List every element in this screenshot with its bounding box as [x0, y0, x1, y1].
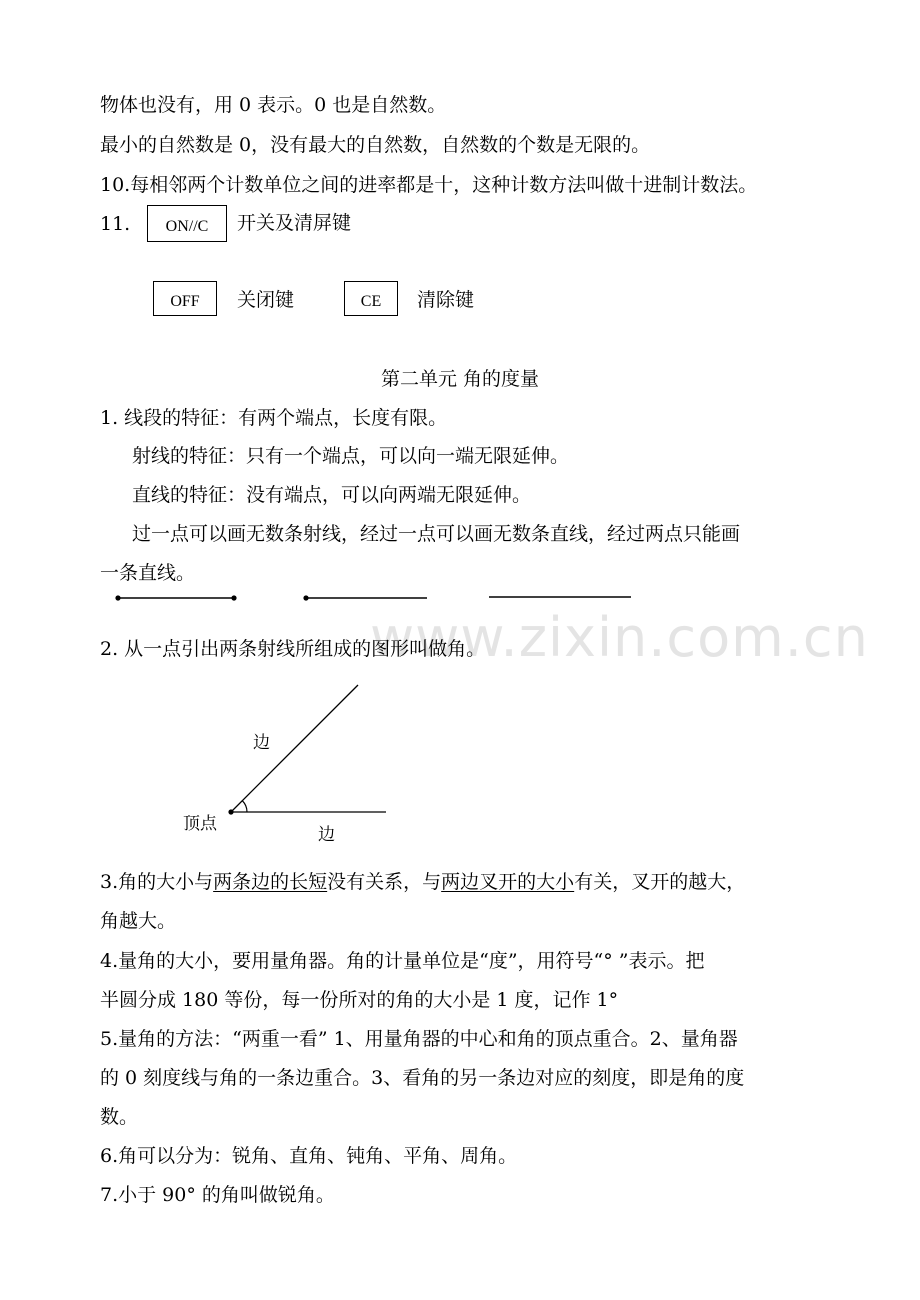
text-span: 有关，叉开的越大，	[574, 871, 746, 893]
angle-side-label-bottom: 边	[318, 825, 335, 845]
text-line: 1. 线段的特征：有两个端点，长度有限。	[100, 407, 448, 429]
off-key-label: 关闭键	[237, 289, 295, 311]
text-line: 4.量角的大小，要用量角器。角的计量单位是“度”，用符号“° ”表示。把	[100, 950, 705, 972]
text-line: 射线的特征：只有一个端点，可以向一端无限延伸。	[132, 445, 570, 467]
text-line: 一条直线。	[100, 562, 196, 584]
off-key-box: OFF	[153, 281, 217, 316]
ce-key-box: CE	[344, 281, 398, 316]
text-line: 2. 从一点引出两条射线所组成的图形叫做角。	[100, 638, 486, 660]
text-line: 数。	[100, 1106, 139, 1128]
text-line: 6.角可以分为：锐角、直角、钝角、平角、周角。	[100, 1145, 518, 1167]
text-line: 半圆分成 180 等份，每一份所对的角的大小是 1 度，记作 1°	[100, 989, 619, 1011]
text-line: 最小的自然数是 0，没有最大的自然数，自然数的个数是无限的。	[100, 134, 651, 156]
text-line: 过一点可以画无数条射线，经过一点可以画无数条直线，经过两点只能画	[132, 523, 741, 545]
text-line: 的 0 刻度线与角的一条边重合。3、看角的另一条边对应的刻度，即是角的度	[100, 1067, 745, 1089]
underlined-text: 两条边的长短	[213, 871, 328, 893]
text-span: 3.角的大小与	[100, 871, 214, 893]
line-segment-figure	[115, 595, 236, 600]
angle-vertex-label: 顶点	[183, 814, 217, 834]
underlined-text: 两边叉开的大小	[441, 871, 575, 893]
text-span: 没有关系，与	[327, 871, 442, 893]
text-line: 物体也没有，用 0 表示。0 也是自然数。	[100, 94, 447, 116]
text-line: 10.每相邻两个计数单位之间的进率都是十，这种计数方法叫做十进制计数法。	[100, 174, 758, 196]
angle-side-label-top: 边	[253, 733, 270, 753]
watermark: www.zixin.com.cn	[370, 606, 869, 669]
on-clear-key-label: 开关及清屏键	[237, 212, 352, 234]
ray-figure	[303, 595, 427, 600]
text-line: 5.量角的方法：“两重一看” 1、用量角器的中心和角的顶点重合。2、量角器	[100, 1028, 738, 1050]
item-number: 11.	[100, 213, 131, 235]
on-clear-key-box: ON//C	[147, 205, 227, 242]
text-line: 角越大。	[100, 910, 177, 932]
text-line: 直线的特征：没有端点，可以向两端无限延伸。	[132, 484, 532, 506]
text-line	[100, 869, 745, 895]
ce-key-label: 清除键	[417, 289, 475, 311]
unit-title: 第二单元 角的度量	[380, 368, 540, 390]
text-line: 7.小于 90° 的角叫做锐角。	[100, 1184, 335, 1206]
